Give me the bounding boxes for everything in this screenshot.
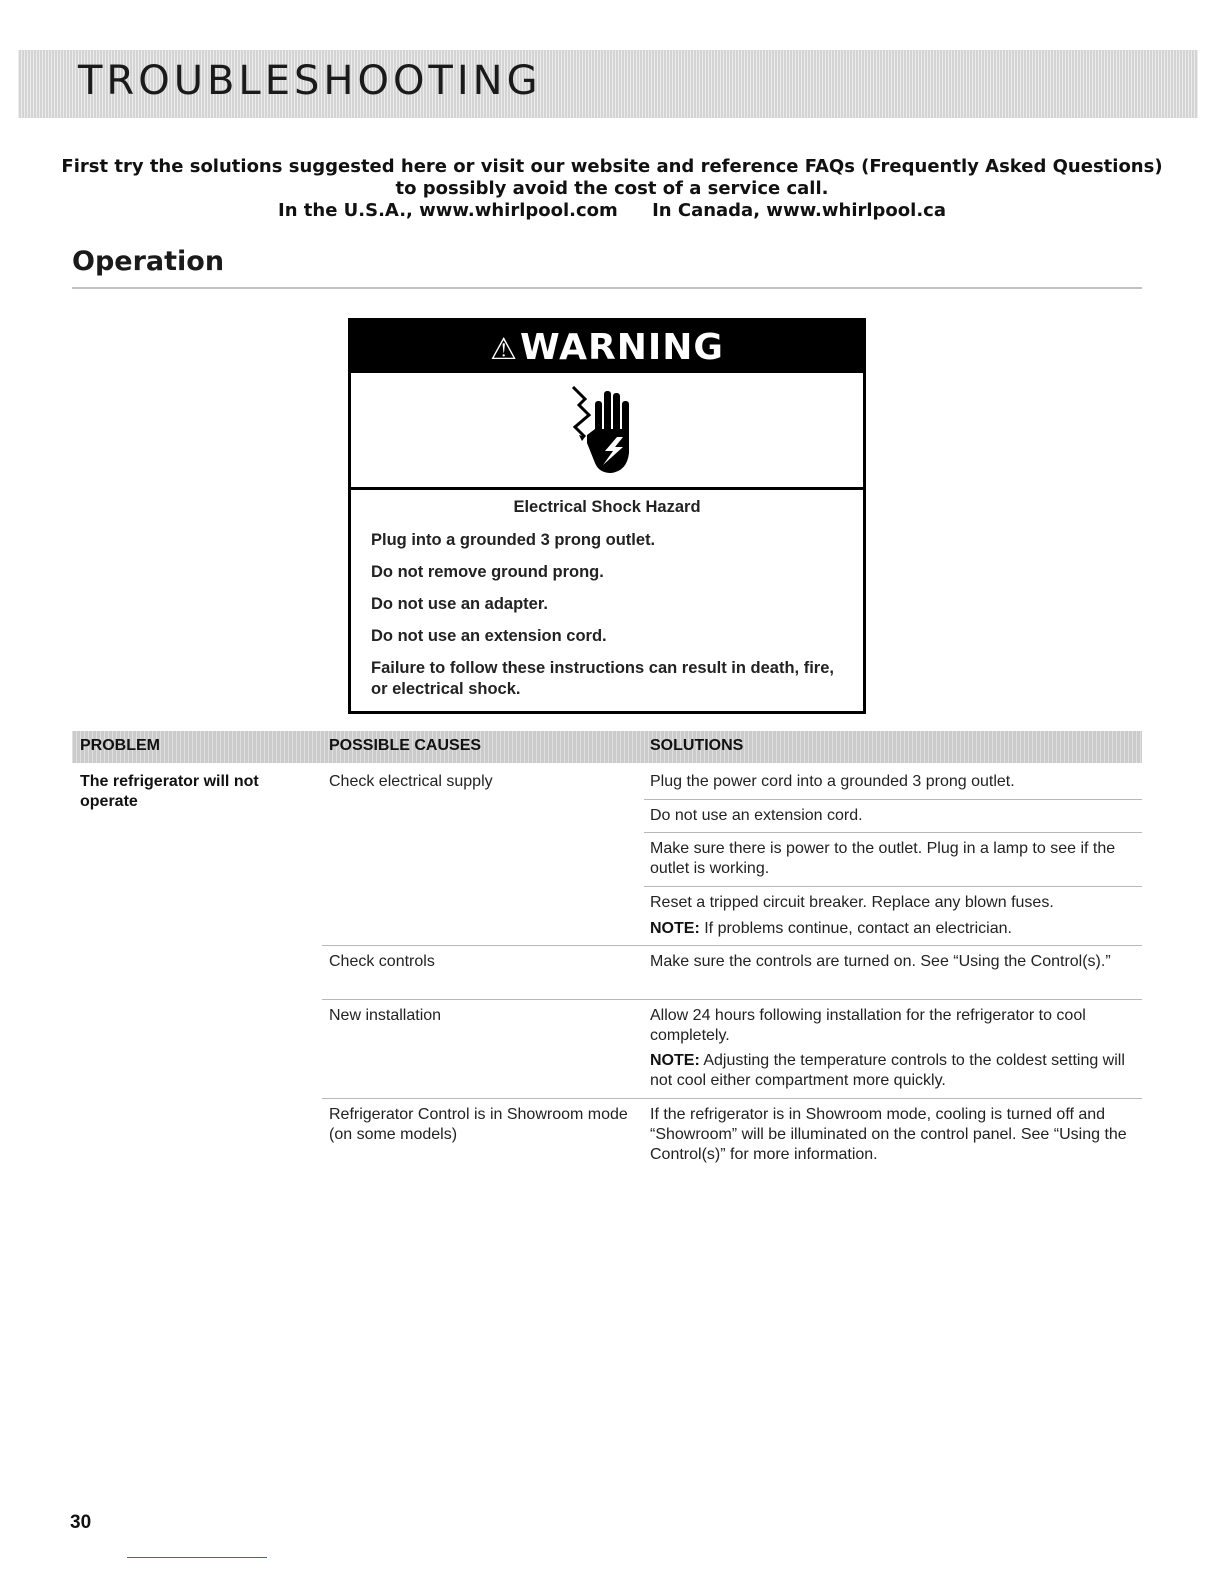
row-divider	[322, 1098, 1142, 1099]
row-divider	[644, 886, 1142, 887]
solution-cell: Make sure there is power to the outlet. Plug in a lamp to see if the outlet is working.	[650, 840, 1116, 877]
note-cell	[650, 1051, 1142, 1091]
warning-line: Do not remove ground prong.	[371, 563, 604, 581]
note-cell	[650, 919, 1142, 939]
row-divider	[322, 999, 1142, 1000]
intro-line-2: to possibly avoid the cost of a service call.	[395, 178, 829, 199]
warning-line: Do not use an adapter.	[371, 595, 548, 613]
warning-icon-area	[351, 373, 863, 490]
warning-header	[351, 321, 863, 373]
note-label: NOTE:	[650, 1052, 700, 1069]
cause-cell: New installation	[329, 1007, 442, 1024]
page-number: 30	[70, 1512, 92, 1533]
note-text: Adjusting the temperature controls to the coldest setting will not cool either compartment more quickly.	[650, 1052, 1125, 1089]
solution-cell: Make sure the controls are turned on. See “Using the Control(s).”	[650, 953, 1111, 970]
warning-consequence: Failure to follow these instructions can result in death, fire, or electrical shock.	[371, 659, 834, 698]
website-links	[60, 200, 1164, 222]
row-divider	[644, 832, 1142, 833]
row-divider	[322, 945, 1142, 946]
solution-cell: Plug the power cord into a grounded 3 prong outlet.	[650, 773, 1015, 790]
header-problem: PROBLEM	[80, 737, 160, 754]
warning-hazard-title: Electrical Shock Hazard	[513, 498, 701, 516]
section-title: Operation	[72, 246, 225, 277]
footer-line	[127, 1557, 267, 1558]
page-title: TROUBLESHOOTING	[78, 58, 542, 104]
cause-cell: Refrigerator Control is in Showroom mode (on some models)	[329, 1106, 628, 1143]
header-possible-causes: POSSIBLE CAUSES	[329, 737, 482, 754]
solution-cell: Allow 24 hours following installation for the refrigerator to cool completely.	[650, 1007, 1086, 1044]
electrical-shock-hand-icon	[565, 383, 645, 479]
solution-cell: Do not use an extension cord.	[650, 807, 863, 824]
usa-website-link[interactable]: In the U.S.A., www.whirlpool.com	[278, 200, 618, 221]
warning-line: Plug into a grounded 3 prong outlet.	[371, 531, 656, 549]
warning-triangle-icon: ⚠	[490, 332, 519, 367]
intro-text	[60, 156, 1164, 222]
cause-cell: Check electrical supply	[329, 773, 493, 790]
warning-line: Do not use an extension cord.	[371, 627, 607, 645]
canada-website-link[interactable]: In Canada, www.whirlpool.ca	[652, 200, 946, 221]
solution-cell: If the refrigerator is in Showroom mode, cooling is turned off and “Showroom” will be illuminated on the control panel. See “Using the Control(s)” for more information.	[650, 1106, 1127, 1163]
table-header	[72, 731, 1142, 763]
header-solutions: SOLUTIONS	[650, 737, 744, 754]
solution-cell: Reset a tripped circuit breaker. Replace any blown fuses.	[650, 894, 1054, 911]
warning-box	[348, 318, 866, 714]
row-divider	[644, 799, 1142, 800]
problem-cell: The refrigerator will not operate	[80, 773, 259, 810]
warning-title: WARNING	[520, 327, 724, 368]
section-divider	[72, 287, 1142, 289]
intro-line-1: First try the solutions suggested here or visit our website and reference FAQs (Frequently Asked Questions)	[61, 156, 1163, 177]
note-text: If problems continue, contact an electrician.	[699, 920, 1012, 937]
header-banner	[18, 50, 1198, 118]
warning-body	[351, 490, 863, 700]
cause-cell: Check controls	[329, 953, 435, 970]
note-label: NOTE:	[650, 920, 700, 937]
